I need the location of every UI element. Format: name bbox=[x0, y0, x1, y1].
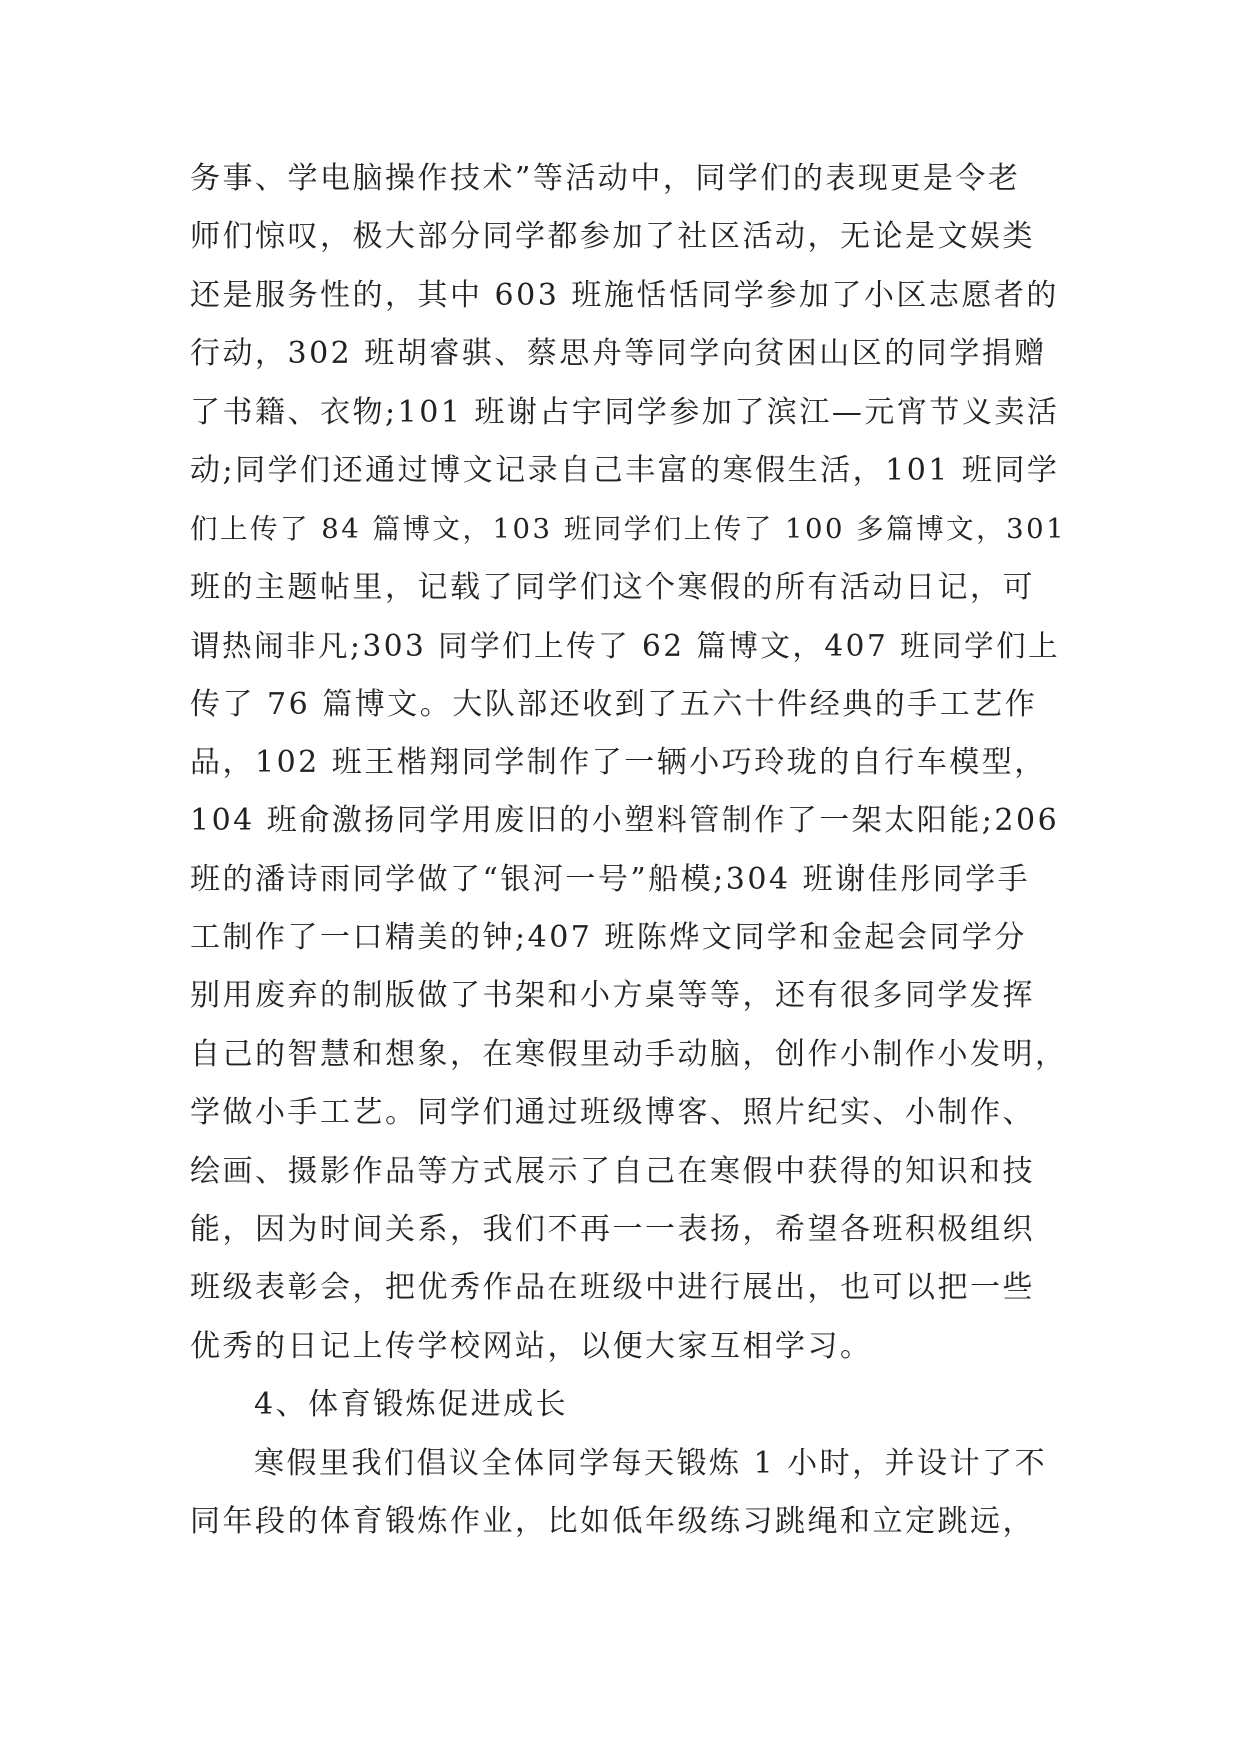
text-line: 动;同学们还通过博文记录自己丰富的寒假生活，101 班同学 bbox=[190, 452, 1060, 488]
text-line: 学做小手工艺。同学们通过班级博客、照片纪实、小制作、 bbox=[190, 1095, 1035, 1131]
text-line: 师们惊叹，极大部分同学都参加了社区活动，无论是文娱类 bbox=[190, 219, 1035, 255]
text-line: 品，102 班王楷翔同学制作了一辆小巧玲珑的自行车模型， bbox=[190, 744, 1047, 780]
text-line: 班级表彰会，把优秀作品在班级中进行展出，也可以把一些 bbox=[190, 1270, 1035, 1306]
paragraph-start-line: 寒假里我们倡议全体同学每天锻炼 1 小时，并设计了不 bbox=[254, 1445, 1048, 1481]
text-line: 别用废弃的制版做了书架和小方桌等等，还有很多同学发挥 bbox=[190, 978, 1035, 1014]
text-line: 班的主题帖里，记载了同学们这个寒假的所有活动日记，可 bbox=[190, 569, 1035, 605]
text-line: 还是服务性的，其中 603 班施恬恬同学参加了小区志愿者的 bbox=[190, 277, 1059, 313]
text-line: 班的潘诗雨同学做了“银河一号”船模;304 班谢佳彤同学手 bbox=[190, 861, 1031, 897]
section-heading: 4、体育锻炼促进成长 bbox=[254, 1387, 569, 1423]
text-line: 自己的智慧和想象，在寒假里动手动脑，创作小制作小发明， bbox=[190, 1036, 1068, 1072]
text-line: 们上传了 84 篇博文，103 班同学们上传了 100 多篇博文，301 bbox=[190, 513, 1067, 546]
text-line: 同年段的体育锻炼作业，比如低年级练习跳绳和立定跳远， bbox=[190, 1503, 1035, 1539]
text-line: 能，因为时间关系，我们不再一一表扬，希望各班积极组织 bbox=[190, 1212, 1035, 1248]
text-line: 104 班俞激扬同学用废旧的小塑料管制作了一架太阳能;206 bbox=[190, 803, 1060, 839]
text-line: 绘画、摄影作品等方式展示了自己在寒假中获得的知识和技 bbox=[190, 1153, 1035, 1189]
text-line: 谓热闹非凡;303 同学们上传了 62 篇博文，407 班同学们上 bbox=[190, 629, 1061, 664]
text-line: 优秀的日记上传学校网站，以便大家互相学习。 bbox=[190, 1328, 873, 1364]
body-text bbox=[190, 150, 1070, 1551]
text-line: 传了 76 篇博文。大队部还收到了五六十件经典的手工艺作 bbox=[190, 686, 1038, 722]
text-line: 行动，302 班胡睿骐、蔡思舟等同学向贫困山区的同学捐赠 bbox=[190, 336, 1047, 372]
text-line: 了书籍、衣物;101 班谢占宇同学参加了滨江—元宵节义卖活 bbox=[190, 394, 1060, 430]
text-line: 工制作了一口精美的钟;407 班陈烨文同学和金起会同学分 bbox=[190, 920, 1027, 956]
text-line: 务事、学电脑操作技术”等活动中，同学们的表现更是令老 bbox=[190, 161, 1021, 196]
